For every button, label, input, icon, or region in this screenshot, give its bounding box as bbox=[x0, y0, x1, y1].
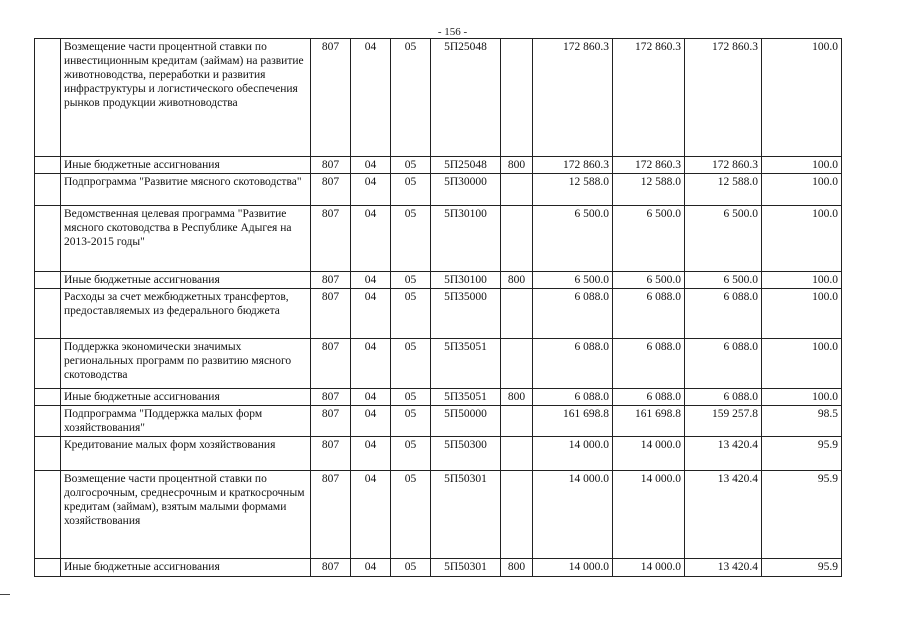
refined-plan-amount: 14 000.0 bbox=[613, 559, 685, 577]
subsection-code: 05 bbox=[391, 339, 431, 389]
execution-percent: 100.0 bbox=[762, 339, 842, 389]
plan-amount: 172 860.3 bbox=[533, 39, 613, 157]
executed-amount: 172 860.3 bbox=[685, 157, 762, 174]
expense-name: Кредитование малых форм хозяйствования bbox=[61, 437, 311, 471]
expense-type-code bbox=[501, 206, 533, 272]
ministry-code: 807 bbox=[311, 272, 351, 289]
row-margin-cell bbox=[35, 272, 61, 289]
expense-name: Возмещение части процентной ставки по инвестиционным кредитам (займам) на развитие животноводства, переработки и развития инфраструктуры и логистического обеспечения рынков продукции животноводства bbox=[61, 39, 311, 157]
target-article-code: 5П25048 bbox=[431, 157, 501, 174]
expense-name: Поддержка экономически значимых региональных программ по развитию мясного скотоводства bbox=[61, 339, 311, 389]
plan-amount: 14 000.0 bbox=[533, 471, 613, 559]
expense-name: Возмещение части процентной ставки по долгосрочным, среднесрочным и краткосрочным кредитам (займам), взятым малыми формами хозяйствования bbox=[61, 471, 311, 559]
row-margin-cell bbox=[35, 559, 61, 577]
ministry-code: 807 bbox=[311, 339, 351, 389]
target-article-code: 5П50300 bbox=[431, 437, 501, 471]
refined-plan-amount: 6 088.0 bbox=[613, 389, 685, 406]
row-margin-cell bbox=[35, 471, 61, 559]
ministry-code: 807 bbox=[311, 39, 351, 157]
row-margin-cell bbox=[35, 157, 61, 174]
ministry-code: 807 bbox=[311, 471, 351, 559]
section-code: 04 bbox=[351, 39, 391, 157]
row-margin-cell bbox=[35, 437, 61, 471]
table-row bbox=[35, 289, 842, 339]
subsection-code: 05 bbox=[391, 174, 431, 206]
expense-name: Иные бюджетные ассигнования bbox=[61, 272, 311, 289]
section-code: 04 bbox=[351, 174, 391, 206]
subsection-code: 05 bbox=[391, 389, 431, 406]
target-article-code: 5П30100 bbox=[431, 272, 501, 289]
row-margin-cell bbox=[35, 206, 61, 272]
expense-type-code bbox=[501, 174, 533, 206]
execution-percent: 100.0 bbox=[762, 157, 842, 174]
ministry-code: 807 bbox=[311, 206, 351, 272]
executed-amount: 159 257.8 bbox=[685, 406, 762, 437]
row-margin-cell bbox=[35, 289, 61, 339]
target-article-code: 5П50000 bbox=[431, 406, 501, 437]
subsection-code: 05 bbox=[391, 39, 431, 157]
plan-amount: 6 088.0 bbox=[533, 289, 613, 339]
expense-type-code: 800 bbox=[501, 559, 533, 577]
target-article-code: 5П50301 bbox=[431, 559, 501, 577]
page-number: - 156 - bbox=[437, 26, 468, 38]
expense-name: Подпрограмма "Поддержка малых форм хозяйствования" bbox=[61, 406, 311, 437]
execution-percent: 100.0 bbox=[762, 174, 842, 206]
expense-type-code bbox=[501, 39, 533, 157]
table-row bbox=[35, 39, 842, 157]
executed-amount: 13 420.4 bbox=[685, 437, 762, 471]
ministry-code: 807 bbox=[311, 157, 351, 174]
plan-amount: 6 500.0 bbox=[533, 272, 613, 289]
section-code: 04 bbox=[351, 157, 391, 174]
row-margin-cell bbox=[35, 389, 61, 406]
refined-plan-amount: 6 088.0 bbox=[613, 289, 685, 339]
execution-percent: 100.0 bbox=[762, 39, 842, 157]
ministry-code: 807 bbox=[311, 437, 351, 471]
section-code: 04 bbox=[351, 437, 391, 471]
refined-plan-amount: 172 860.3 bbox=[613, 39, 685, 157]
table-row bbox=[35, 559, 842, 577]
row-margin-cell bbox=[35, 39, 61, 157]
table-row bbox=[35, 471, 842, 559]
subsection-code: 05 bbox=[391, 206, 431, 272]
row-margin-cell bbox=[35, 406, 61, 437]
refined-plan-amount: 172 860.3 bbox=[613, 157, 685, 174]
subsection-code: 05 bbox=[391, 157, 431, 174]
expense-name: Расходы за счет межбюджетных трансфертов, предоставляемых из федерального бюджета bbox=[61, 289, 311, 339]
target-article-code: 5П35051 bbox=[431, 339, 501, 389]
target-article-code: 5П30000 bbox=[431, 174, 501, 206]
section-code: 04 bbox=[351, 339, 391, 389]
ministry-code: 807 bbox=[311, 406, 351, 437]
refined-plan-amount: 6 500.0 bbox=[613, 206, 685, 272]
page-edge-mark bbox=[0, 594, 10, 595]
target-article-code: 5П35051 bbox=[431, 389, 501, 406]
subsection-code: 05 bbox=[391, 289, 431, 339]
refined-plan-amount: 14 000.0 bbox=[613, 471, 685, 559]
executed-amount: 172 860.3 bbox=[685, 39, 762, 157]
refined-plan-amount: 6 500.0 bbox=[613, 272, 685, 289]
section-code: 04 bbox=[351, 272, 391, 289]
execution-percent: 95.9 bbox=[762, 559, 842, 577]
subsection-code: 05 bbox=[391, 272, 431, 289]
execution-percent: 100.0 bbox=[762, 389, 842, 406]
executed-amount: 13 420.4 bbox=[685, 471, 762, 559]
plan-amount: 12 588.0 bbox=[533, 174, 613, 206]
plan-amount: 6 500.0 bbox=[533, 206, 613, 272]
executed-amount: 6 088.0 bbox=[685, 289, 762, 339]
section-code: 04 bbox=[351, 389, 391, 406]
table-row bbox=[35, 272, 842, 289]
executed-amount: 6 088.0 bbox=[685, 339, 762, 389]
ministry-code: 807 bbox=[311, 174, 351, 206]
execution-percent: 100.0 bbox=[762, 206, 842, 272]
executed-amount: 13 420.4 bbox=[685, 559, 762, 577]
expense-name: Ведомственная целевая программа "Развитие мясного скотоводства в Республике Адыгея на 2013-2015 годы" bbox=[61, 206, 311, 272]
table-row bbox=[35, 157, 842, 174]
expense-name: Подпрограмма "Развитие мясного скотоводства" bbox=[61, 174, 311, 206]
table-row bbox=[35, 339, 842, 389]
executed-amount: 6 088.0 bbox=[685, 389, 762, 406]
budget-table bbox=[34, 38, 842, 577]
table-row bbox=[35, 389, 842, 406]
target-article-code: 5П30100 bbox=[431, 206, 501, 272]
subsection-code: 05 bbox=[391, 437, 431, 471]
ministry-code: 807 bbox=[311, 559, 351, 577]
refined-plan-amount: 12 588.0 bbox=[613, 174, 685, 206]
ministry-code: 807 bbox=[311, 289, 351, 339]
expense-name: Иные бюджетные ассигнования bbox=[61, 389, 311, 406]
plan-amount: 14 000.0 bbox=[533, 559, 613, 577]
execution-percent: 100.0 bbox=[762, 272, 842, 289]
executed-amount: 12 588.0 bbox=[685, 174, 762, 206]
ministry-code: 807 bbox=[311, 389, 351, 406]
section-code: 04 bbox=[351, 289, 391, 339]
expense-type-code bbox=[501, 339, 533, 389]
plan-amount: 6 088.0 bbox=[533, 339, 613, 389]
execution-percent: 95.9 bbox=[762, 471, 842, 559]
execution-percent: 98.5 bbox=[762, 406, 842, 437]
table-row bbox=[35, 206, 842, 272]
section-code: 04 bbox=[351, 471, 391, 559]
table-row bbox=[35, 437, 842, 471]
budget-table-body bbox=[35, 39, 842, 577]
expense-type-code bbox=[501, 437, 533, 471]
execution-percent: 100.0 bbox=[762, 289, 842, 339]
expense-type-code bbox=[501, 471, 533, 559]
table-row bbox=[35, 406, 842, 437]
plan-amount: 14 000.0 bbox=[533, 437, 613, 471]
plan-amount: 6 088.0 bbox=[533, 389, 613, 406]
plan-amount: 161 698.8 bbox=[533, 406, 613, 437]
executed-amount: 6 500.0 bbox=[685, 206, 762, 272]
expense-type-code bbox=[501, 289, 533, 339]
table-row bbox=[35, 174, 842, 206]
expense-type-code: 800 bbox=[501, 157, 533, 174]
subsection-code: 05 bbox=[391, 406, 431, 437]
refined-plan-amount: 6 088.0 bbox=[613, 339, 685, 389]
expense-type-code bbox=[501, 406, 533, 437]
target-article-code: 5П35000 bbox=[431, 289, 501, 339]
plan-amount: 172 860.3 bbox=[533, 157, 613, 174]
expense-name: Иные бюджетные ассигнования bbox=[61, 157, 311, 174]
row-margin-cell bbox=[35, 174, 61, 206]
refined-plan-amount: 161 698.8 bbox=[613, 406, 685, 437]
row-margin-cell bbox=[35, 339, 61, 389]
expense-name: Иные бюджетные ассигнования bbox=[61, 559, 311, 577]
section-code: 04 bbox=[351, 406, 391, 437]
refined-plan-amount: 14 000.0 bbox=[613, 437, 685, 471]
expense-type-code: 800 bbox=[501, 272, 533, 289]
executed-amount: 6 500.0 bbox=[685, 272, 762, 289]
subsection-code: 05 bbox=[391, 559, 431, 577]
section-code: 04 bbox=[351, 206, 391, 272]
target-article-code: 5П50301 bbox=[431, 471, 501, 559]
expense-type-code: 800 bbox=[501, 389, 533, 406]
target-article-code: 5П25048 bbox=[431, 39, 501, 157]
execution-percent: 95.9 bbox=[762, 437, 842, 471]
section-code: 04 bbox=[351, 559, 391, 577]
subsection-code: 05 bbox=[391, 471, 431, 559]
